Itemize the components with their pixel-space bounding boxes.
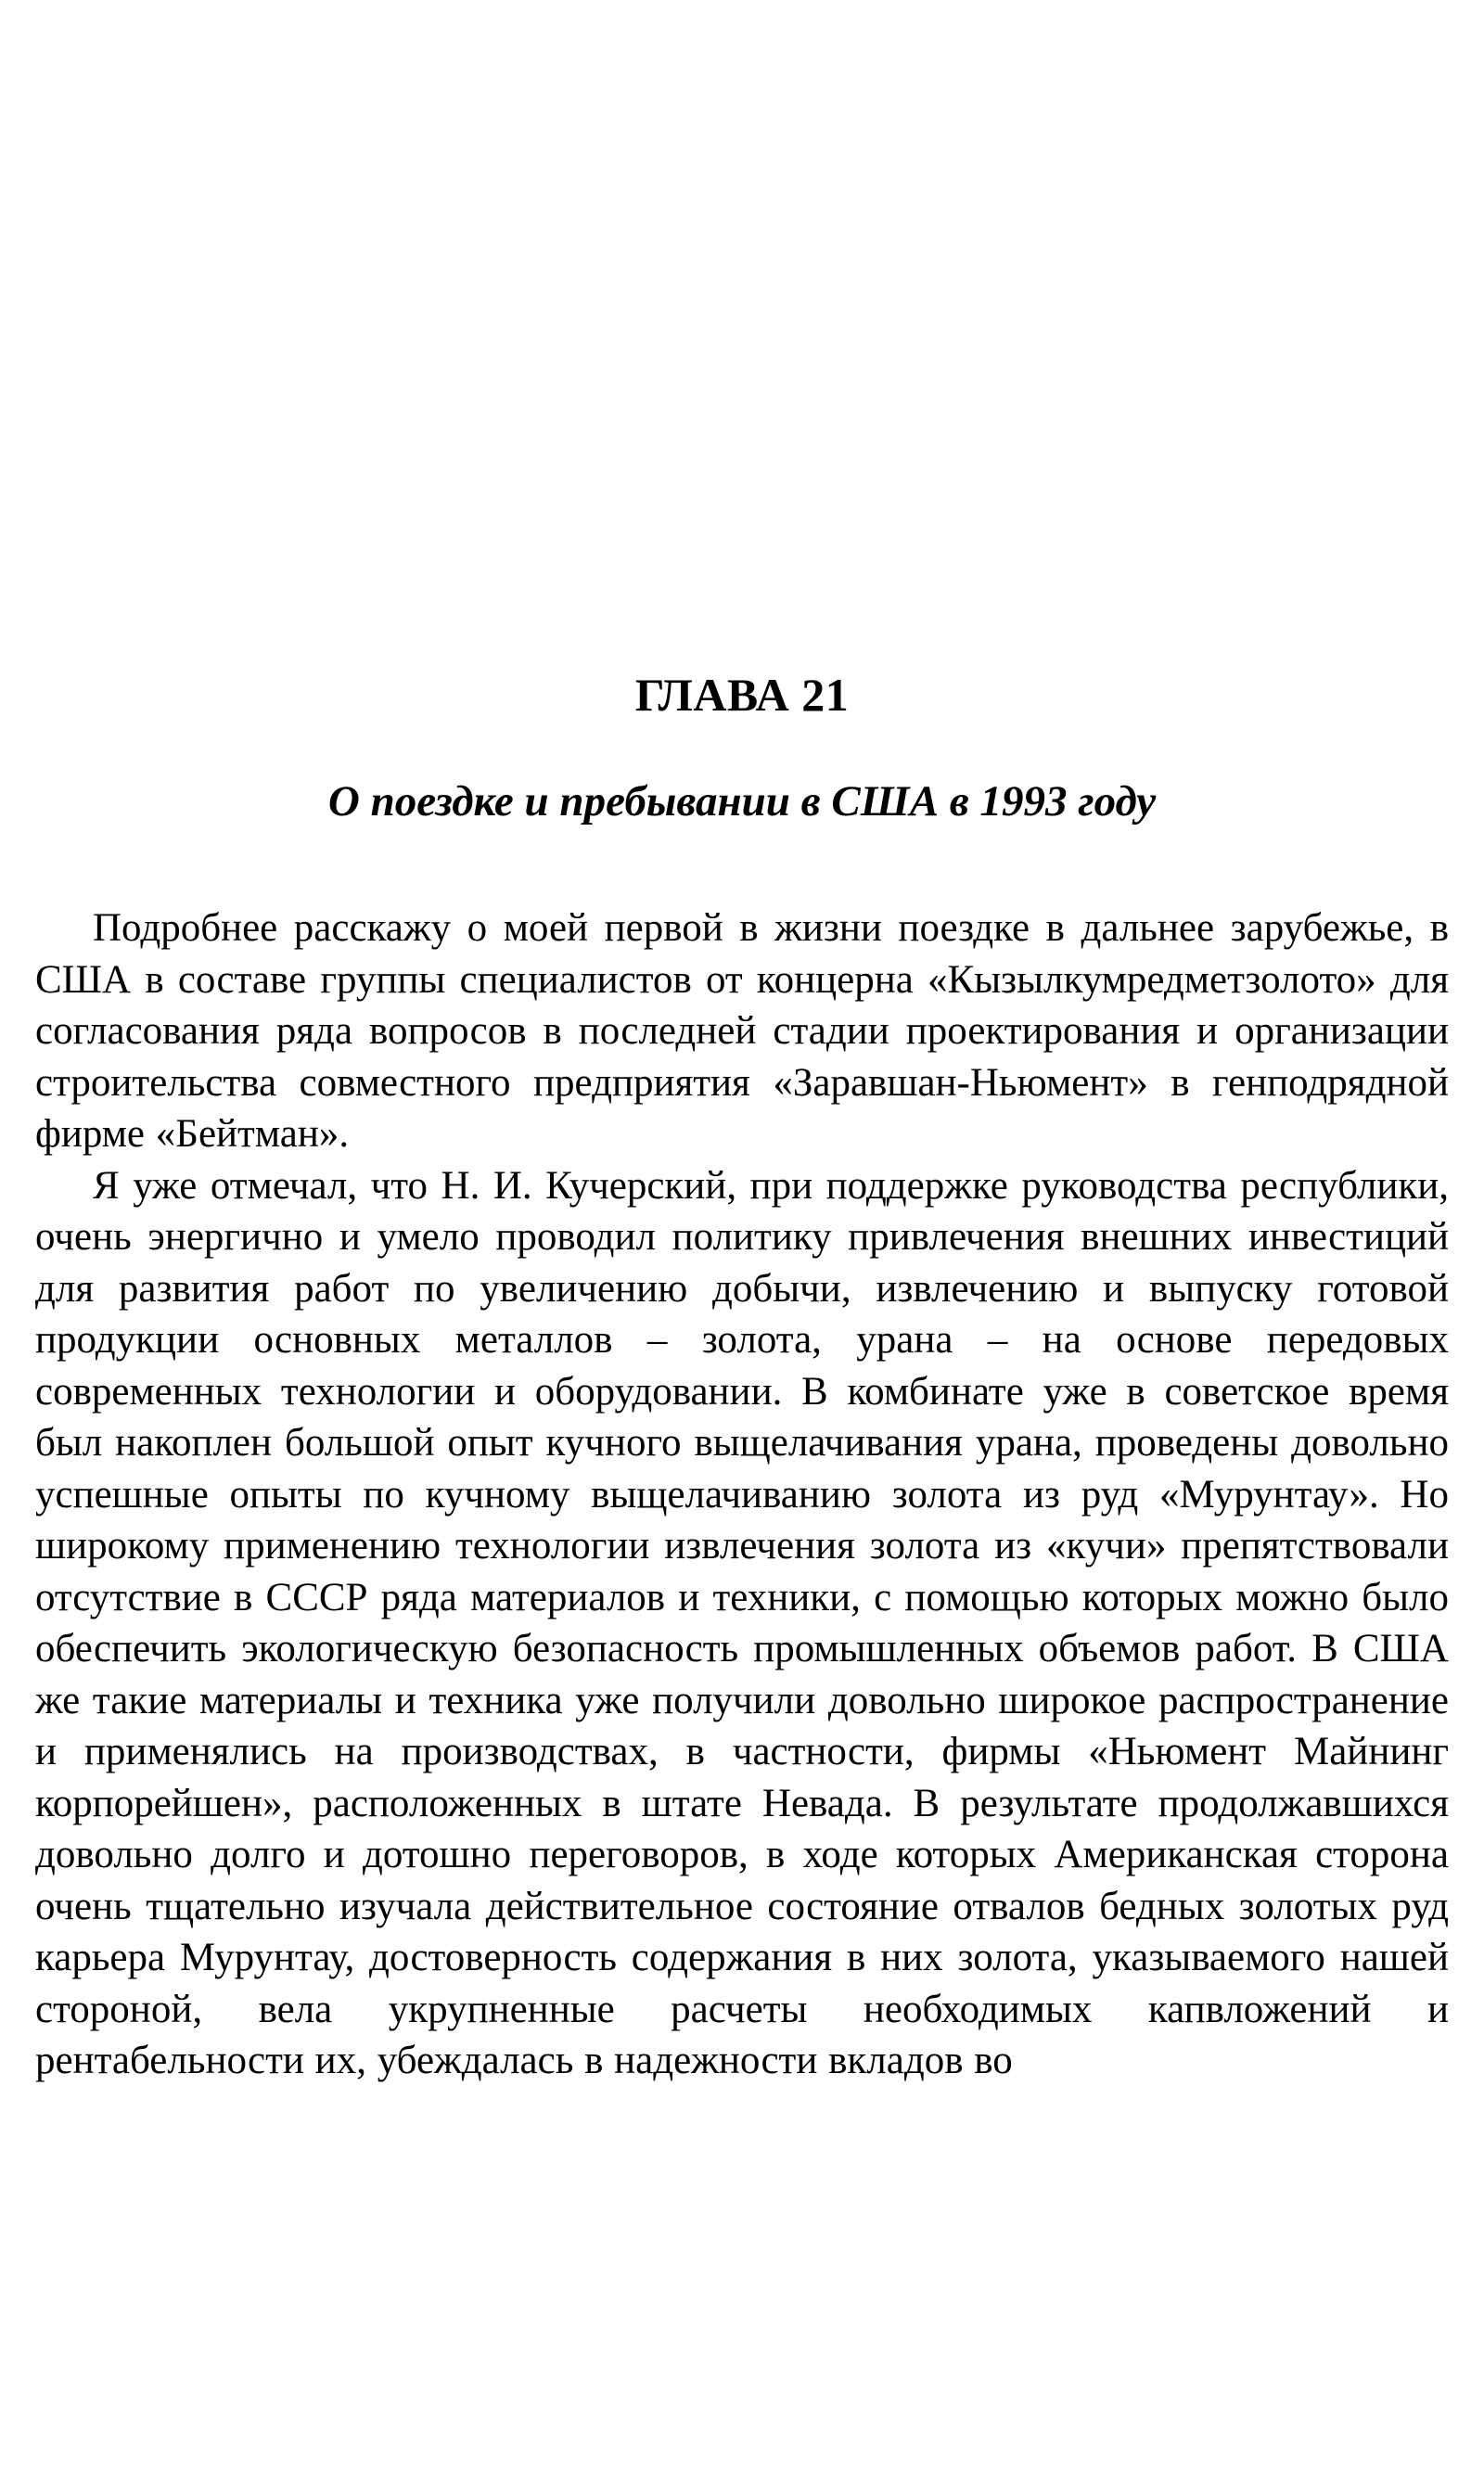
chapter-body <box>35 902 1449 2087</box>
body-paragraph: Подробнее расскажу о моей первой в жизни поездке в дальнее зарубежье, в США в составе группы специалистов от концерна «Кызылкумредметзолото» для согласования ряда вопросов в последней стадии проектирования и организации строительства совместного предприятия «Заравшан-Ньюмент» в генподрядной фирме «Бейтман». <box>35 906 1449 1157</box>
chapter-subtitle: О поездке и пребывании в США в 1993 году <box>327 777 1157 826</box>
chapter-heading: ГЛАВА 21 <box>634 669 850 721</box>
body-paragraph: Я уже отмечал, что Н. И. Кучерский, при поддержке руководства республики, очень энергично и умело проводил политику привлечения внешних инвестиций для развития работ по увеличению добычи, извлечению и выпуску готовой продукции основных металлов – золота, урана – на основе передовых современных технологии и оборудовании. В комбинате уже в советское время был накоплен большой опыт кучного выщелачивания урана, проведены довольно успешные опыты по кучному выщелачиванию золота из руд «Мурунтау». Но широкому применению технологии извлечения золота из «кучи» препятствовали отсутствие в СССР ряда материалов и техники, с помощью которых можно было обеспечить экологическую безопасность промышленных объемов работ. В США же такие материалы и техника уже получили довольно широкое распространение и применялись на производствах, в частности, фирмы «Ньюмент Майнинг корпорейшен», расположенных в штате Невада. В результате продолжавшихся довольно долго и дотошно переговоров, в ходе которых Американская сторона очень тщательно изучала действительное состояние отвалов бедных золотых руд карьера Мурунтау, достоверность содержания в них золота, указываемого нашей стороной, вела укрупненные расчеты необходимых капвложений и рентабельности их, убеждалась в надежности вкладов во <box>35 1163 1449 2083</box>
